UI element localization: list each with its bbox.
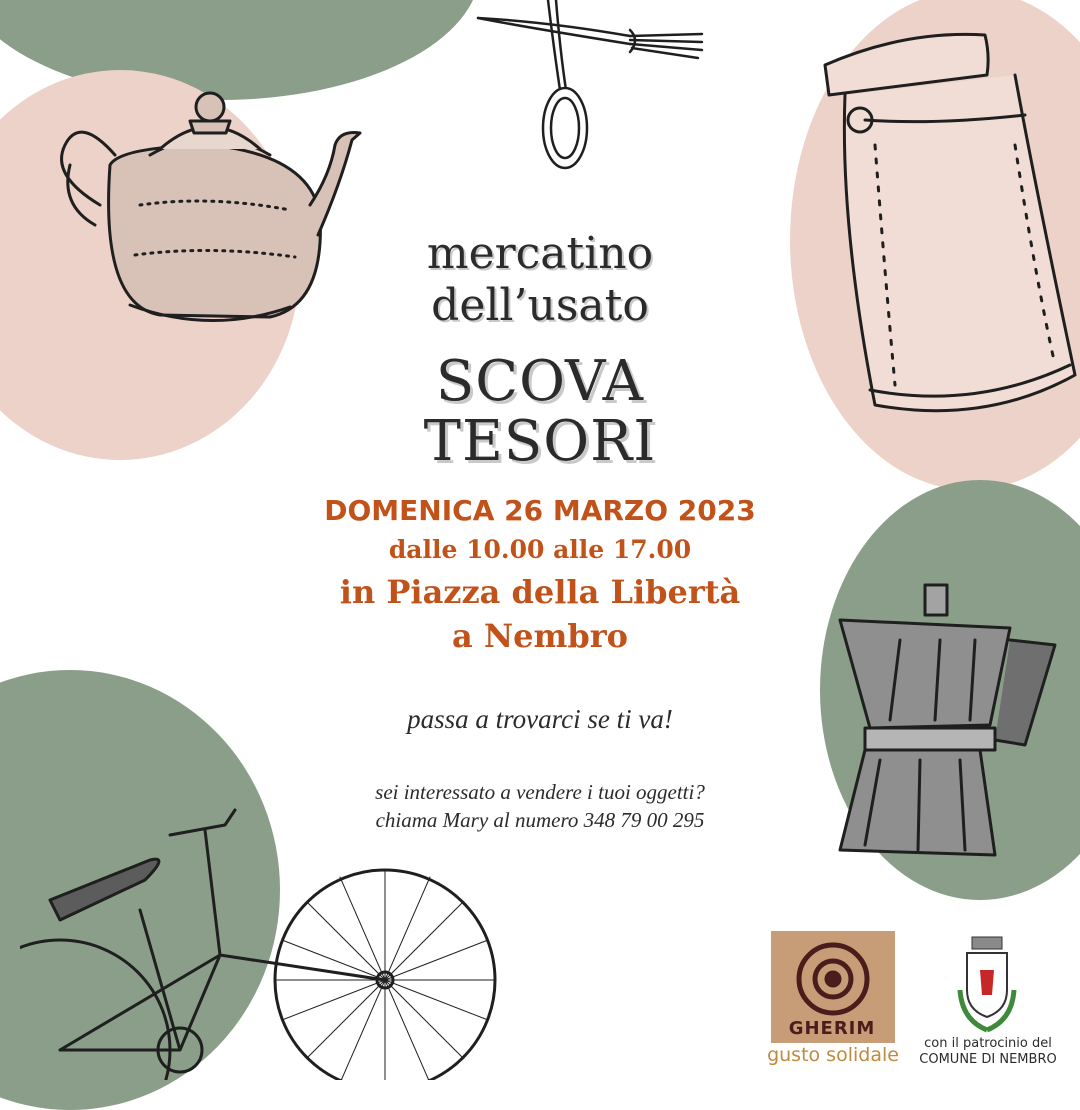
event-title: [0, 228, 1080, 332]
event-title-line2: dell’usato: [431, 280, 649, 331]
seller-contact-line1: sei interessato a vendere i tuoi oggetti?: [375, 780, 705, 804]
event-name-line2: TESORI: [423, 409, 657, 474]
bicycle-icon: [20, 805, 500, 1080]
comune-patronage-line1: con il patrocinio del: [924, 1036, 1052, 1051]
invite-text: passa a trovarci se ti va!: [407, 704, 673, 734]
comune-crest-icon: [952, 935, 1022, 1035]
gherim-wordmark: GHERIM: [788, 1018, 876, 1039]
event-place-line1: in Piazza della Libertà: [339, 573, 741, 611]
gherim-tagline: gusto solidale: [767, 1044, 899, 1066]
comune-patronage: [908, 1036, 1068, 1068]
seller-contact: [0, 778, 1080, 834]
event-name-line1: SCOVA: [435, 349, 645, 414]
event-hours: dalle 10.00 alle 17.00: [388, 535, 692, 564]
event-place: [0, 570, 1080, 658]
event-name: [0, 349, 1080, 474]
event-title-line1: mercatino: [426, 228, 654, 279]
comune-patronage-line2: COMUNE DI NEMBRO: [919, 1052, 1057, 1067]
gherim-emblem-icon: [771, 931, 895, 1021]
event-place-line2: a Nembro: [452, 617, 628, 655]
spoon-icon: [530, 0, 600, 175]
seller-contact-line2: chiama Mary al numero 348 79 00 295: [375, 808, 705, 832]
event-date: DOMENICA 26 MARZO 2023: [324, 494, 756, 527]
